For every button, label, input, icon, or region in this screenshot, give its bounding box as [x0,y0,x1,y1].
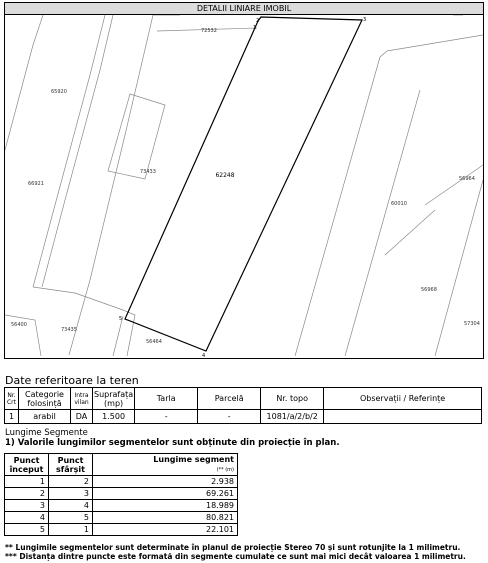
cell-end: 3 [49,488,93,500]
vertex-label: 4 [202,353,206,358]
neighbor-boundary [69,15,153,355]
col-header-suprafata: Suprafața (mp) [94,389,134,408]
cell-start: 5 [5,524,49,536]
table-row [5,512,238,524]
cell-observatii [324,410,482,424]
parcel-label: 65920 [51,89,67,95]
neighbor-boundary [5,15,43,150]
cell-start: 2 [5,488,49,500]
neighbor-boundary [42,15,113,287]
vertex-label: 1 [253,25,257,31]
parcel-label: 60010 [391,201,407,207]
table-row [5,500,238,512]
parcel-label: 72532 [201,28,217,34]
neighbor-boundary [345,90,420,356]
neighbor-boundary [33,15,105,287]
main-parcel-label: 62248 [215,172,235,179]
length-unit: (** (m) [216,466,234,473]
parcel-label: 56964 [459,176,475,182]
parcel-map [4,14,484,359]
neighbor-parcel [108,94,165,179]
cell-start: 4 [5,512,49,524]
cell-end: 5 [49,512,93,524]
parcel-label: 73433 [140,169,156,175]
cell-end: 1 [49,524,93,536]
cell-length: 18.989 [93,500,238,512]
cell-suprafata: 1.500 [93,410,135,424]
length-header-label: Lungime segment [153,454,234,464]
table-row [5,476,238,488]
vertex-label: 2 [256,18,260,24]
col-header-nr-topo: Nr. topo [261,388,324,410]
cell-end: 4 [49,500,93,512]
cell-categorie: arabil [19,410,71,424]
col-header-tarla: Tarla [135,388,198,410]
table-row [5,488,238,500]
col-header-observatii: Observații / Referințe [324,388,482,410]
parcel-label: 56968 [421,287,437,293]
neighbor-boundary [113,316,123,356]
col-header-end: Punct sfârșit [49,454,93,476]
segments-subtitle: 1) Valorile lungimilor segmentelor sunt obținute din proiecție în plan. [5,438,340,448]
parcel-map-drawing [5,15,483,358]
cell-tarla: - [135,410,198,424]
neighbor-boundary [385,210,435,255]
vertex-label: 3 [363,17,367,23]
cell-intravilan: DA [71,410,93,424]
terrain-table [4,387,482,424]
cell-nr: 1 [5,410,19,424]
parcel-label: 66921 [28,181,44,187]
col-header-intravilan: Intra vilan [71,388,93,410]
col-header-start: Punct început [5,454,49,476]
neighbor-boundary [435,180,483,356]
col-header-nr: Nr. Crt [5,388,19,410]
segments-title: Lungime Segmente [5,428,88,438]
vertex-label: 5 [119,316,123,322]
parcel-label: 56400 [11,322,27,328]
cell-start: 1 [5,476,49,488]
cell-nr-topo: 1081/a/2/b/2 [261,410,324,424]
footnote-1: ** Lungimile segmentelor sunt determinate în planul de proiecție Stereo 70 și sunt rotunjite la 1 milimetru. [5,543,461,552]
cell-parcela: - [198,410,261,424]
footnote-2: *** Distanța dintre puncte este formată din segmente cumulate ce sunt mai mici decât valoarea 1 milimetru. [5,552,466,561]
cell-end: 2 [49,476,93,488]
cell-length: 22.101 [93,524,238,536]
parcel-label: 57304 [464,321,480,327]
table-row [5,524,238,536]
col-header-parcela: Parcelă [198,388,261,410]
terrain-section-title: Date referitoare la teren [5,374,139,387]
parcel-label: 73435 [61,327,77,333]
main-parcel-outline [125,17,362,351]
cell-length: 69.261 [93,488,238,500]
col-header-categorie: Categorie folosință [19,388,71,410]
neighbor-boundary [295,35,483,356]
cell-length: 2.938 [93,476,238,488]
neighbor-boundary [425,165,483,205]
cell-length: 80.821 [93,512,238,524]
segments-table [4,453,238,536]
parcel-label: 56464 [146,339,162,345]
cell-start: 3 [5,500,49,512]
table-row [5,410,482,424]
col-header-length [93,454,238,476]
page-header: DETALII LINIARE IMOBIL [4,2,484,15]
